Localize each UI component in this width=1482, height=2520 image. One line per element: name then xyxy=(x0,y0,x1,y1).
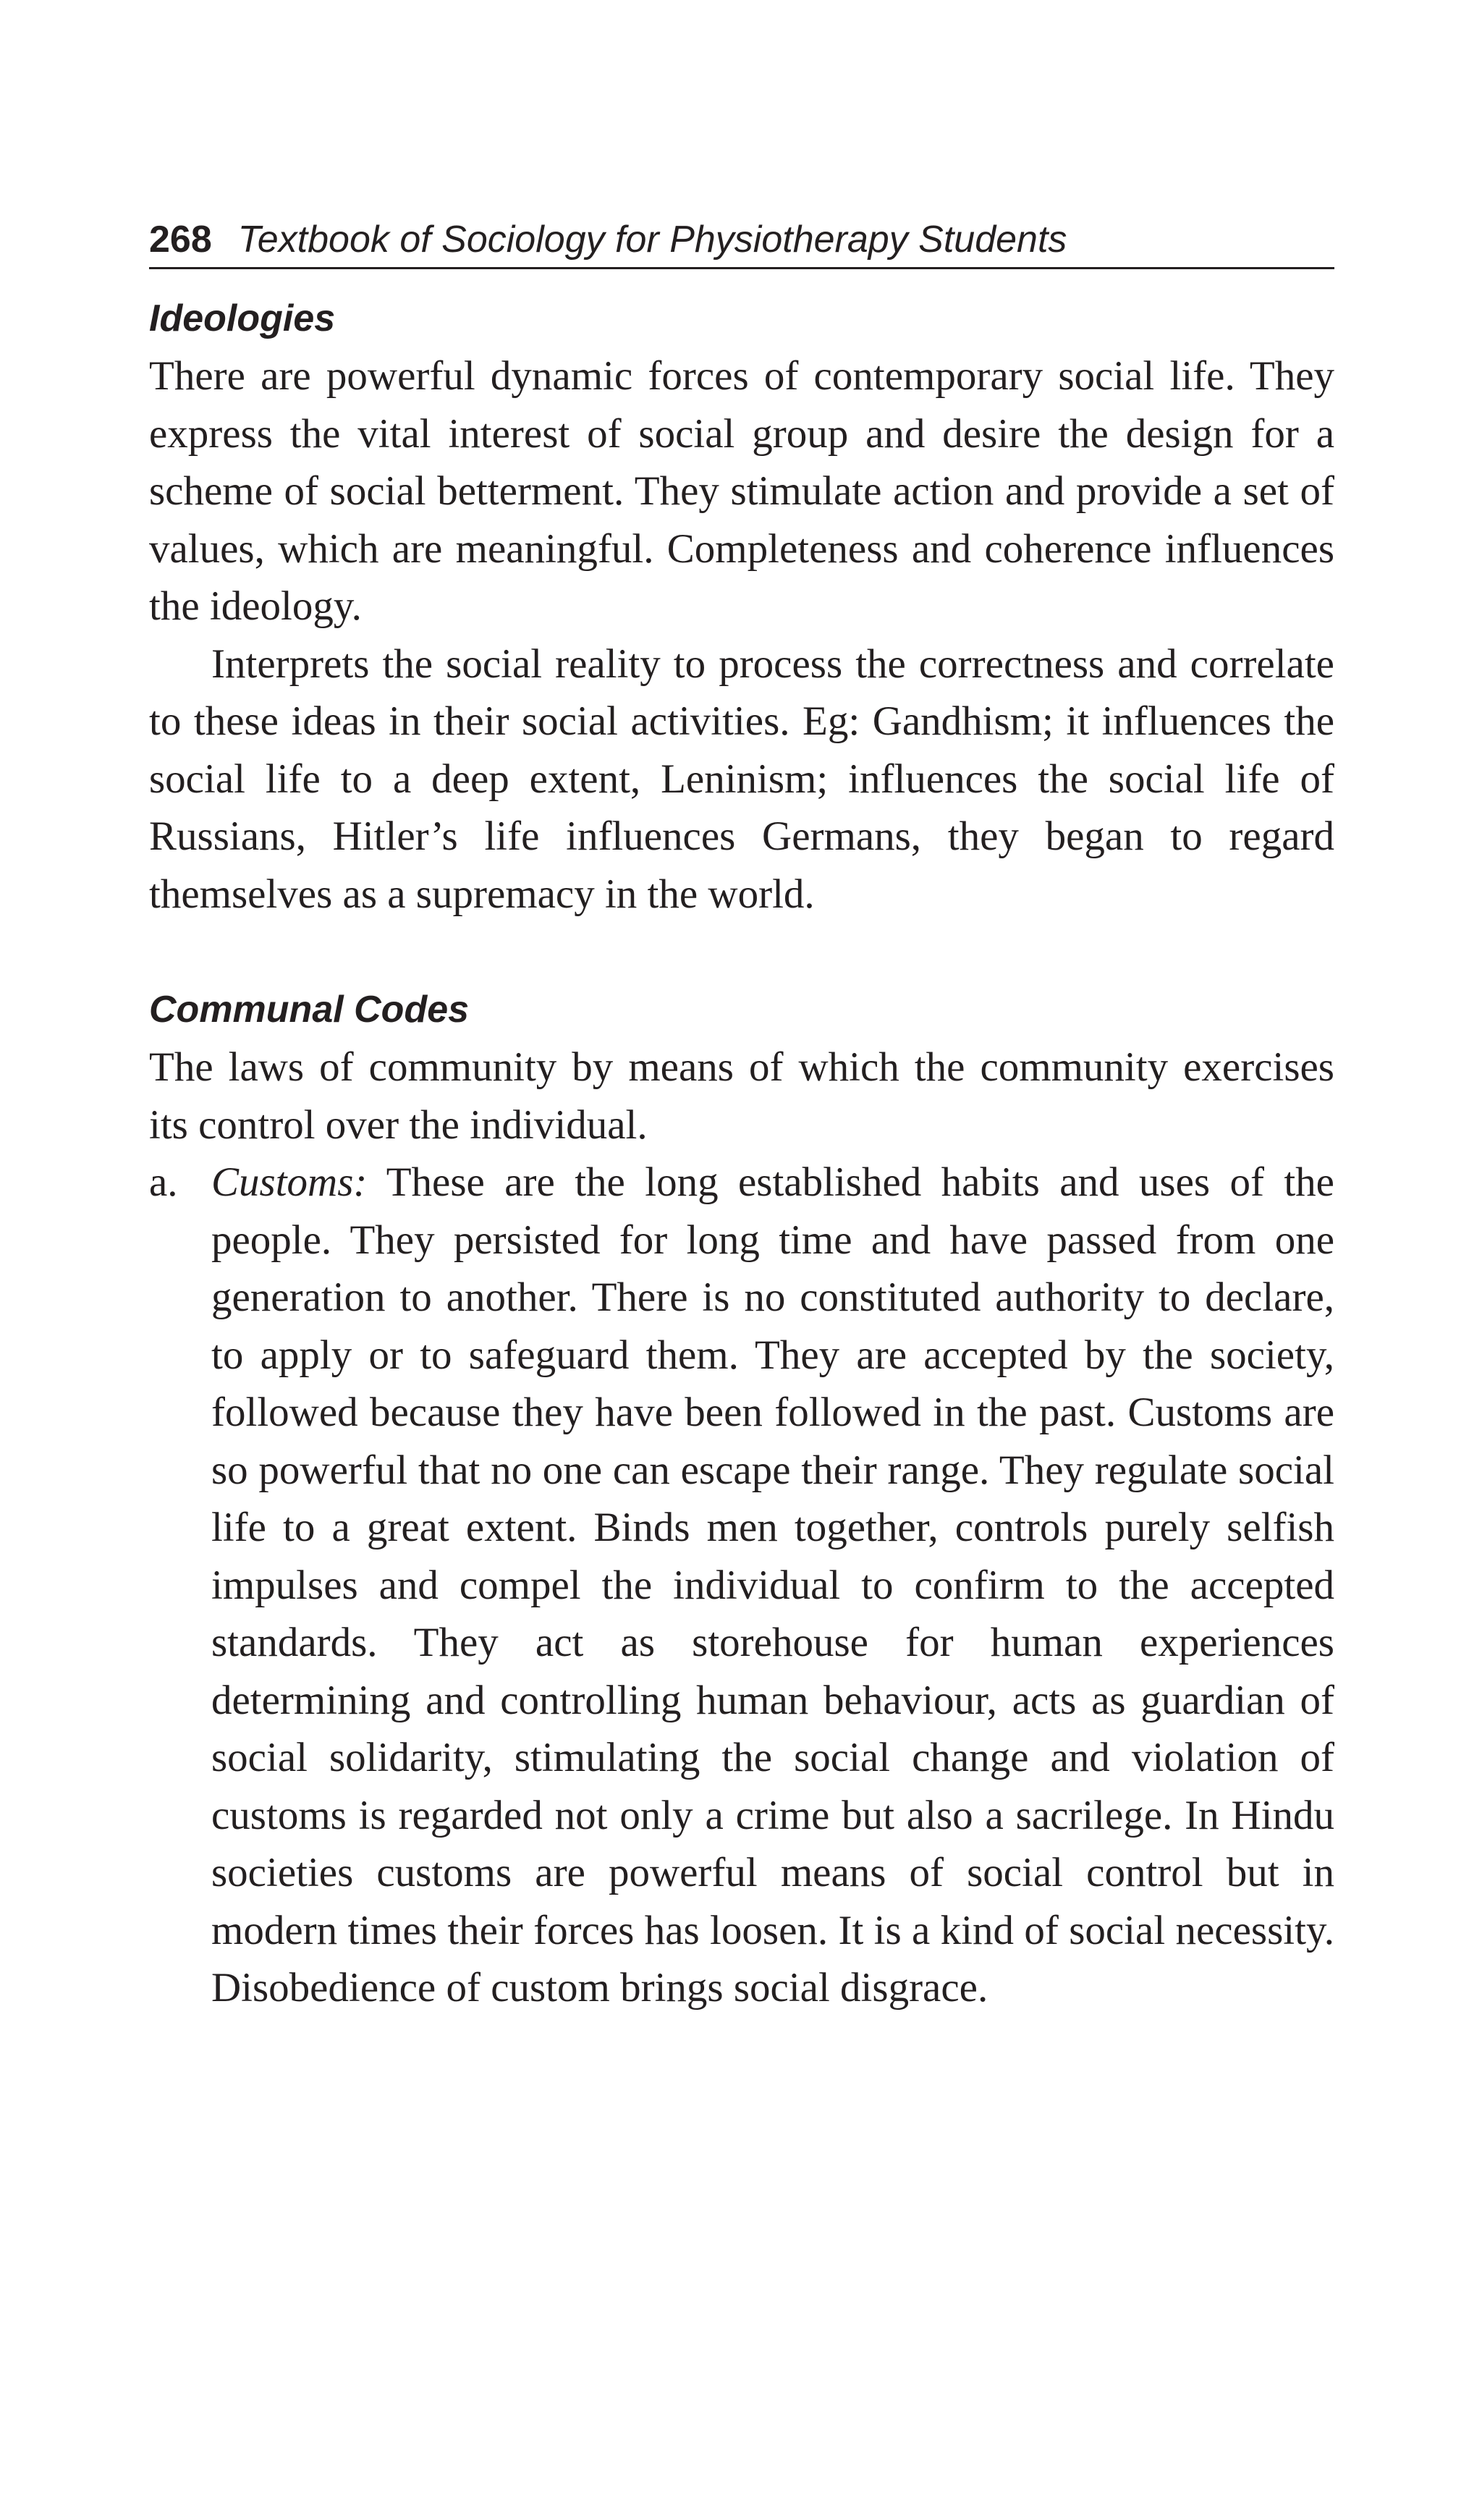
section-heading-communal-codes: Communal Codes xyxy=(149,989,470,1031)
book-title: Textbook of Sociology for Physiotherapy Students xyxy=(237,219,1067,261)
paragraph: Interprets the social reality to process the correctness and correlate to these ideas in their social activities. Eg: Gandhism; it influences the social life to a deep extent, Leninism; influences the social life of Russians, Hitler’s life influences Germans, they began to regard themselves as a supremacy in the world. xyxy=(149,640,1334,917)
list-item-text: These are the long established habits and uses of the people. They persisted for long time and have passed from one generation to another. There is no constituted authority to declare, to apply or to safeguard them. They are accepted by the society, followed because they have been followed in the past. Customs are so powerful that no one can escape their range. They regulate social life to a great extent. Binds men together, controls purely selfish impulses and compel the individual to confirm to the accepted standards. They act as storehouse for human experiences determining and controlling human behaviour, acts as guardian of social solidarity, stimulating the social change and violation of customs is regarded not only a crime but also a sacrilege. In Hindu societies customs are powerful means of social control but in modern times their forces has loosen. It is a kind of social necessity. Disobedience of custom brings social disgrace. xyxy=(211,1159,1334,2010)
book-page xyxy=(149,210,1334,2017)
section-heading-ideologies: Ideologies xyxy=(149,297,336,339)
page-number: 268 xyxy=(149,219,212,261)
list-item-term: Customs: xyxy=(211,1159,368,1205)
list-marker: a. xyxy=(149,1159,178,1205)
list-item-customs xyxy=(149,1154,1334,2017)
running-header xyxy=(149,210,1334,269)
paragraph: The laws of community by means of which the community exercises its control over the individual. xyxy=(149,1044,1334,1148)
list-item-body xyxy=(211,1154,1334,2017)
paragraph: There are powerful dynamic forces of contemporary social life. They express the vital interest of social group and desire the design for a scheme of social betterment. They stimulate action and provide a set of values, which are meaningful. Completeness and coherence influences the ideology. xyxy=(149,353,1334,629)
